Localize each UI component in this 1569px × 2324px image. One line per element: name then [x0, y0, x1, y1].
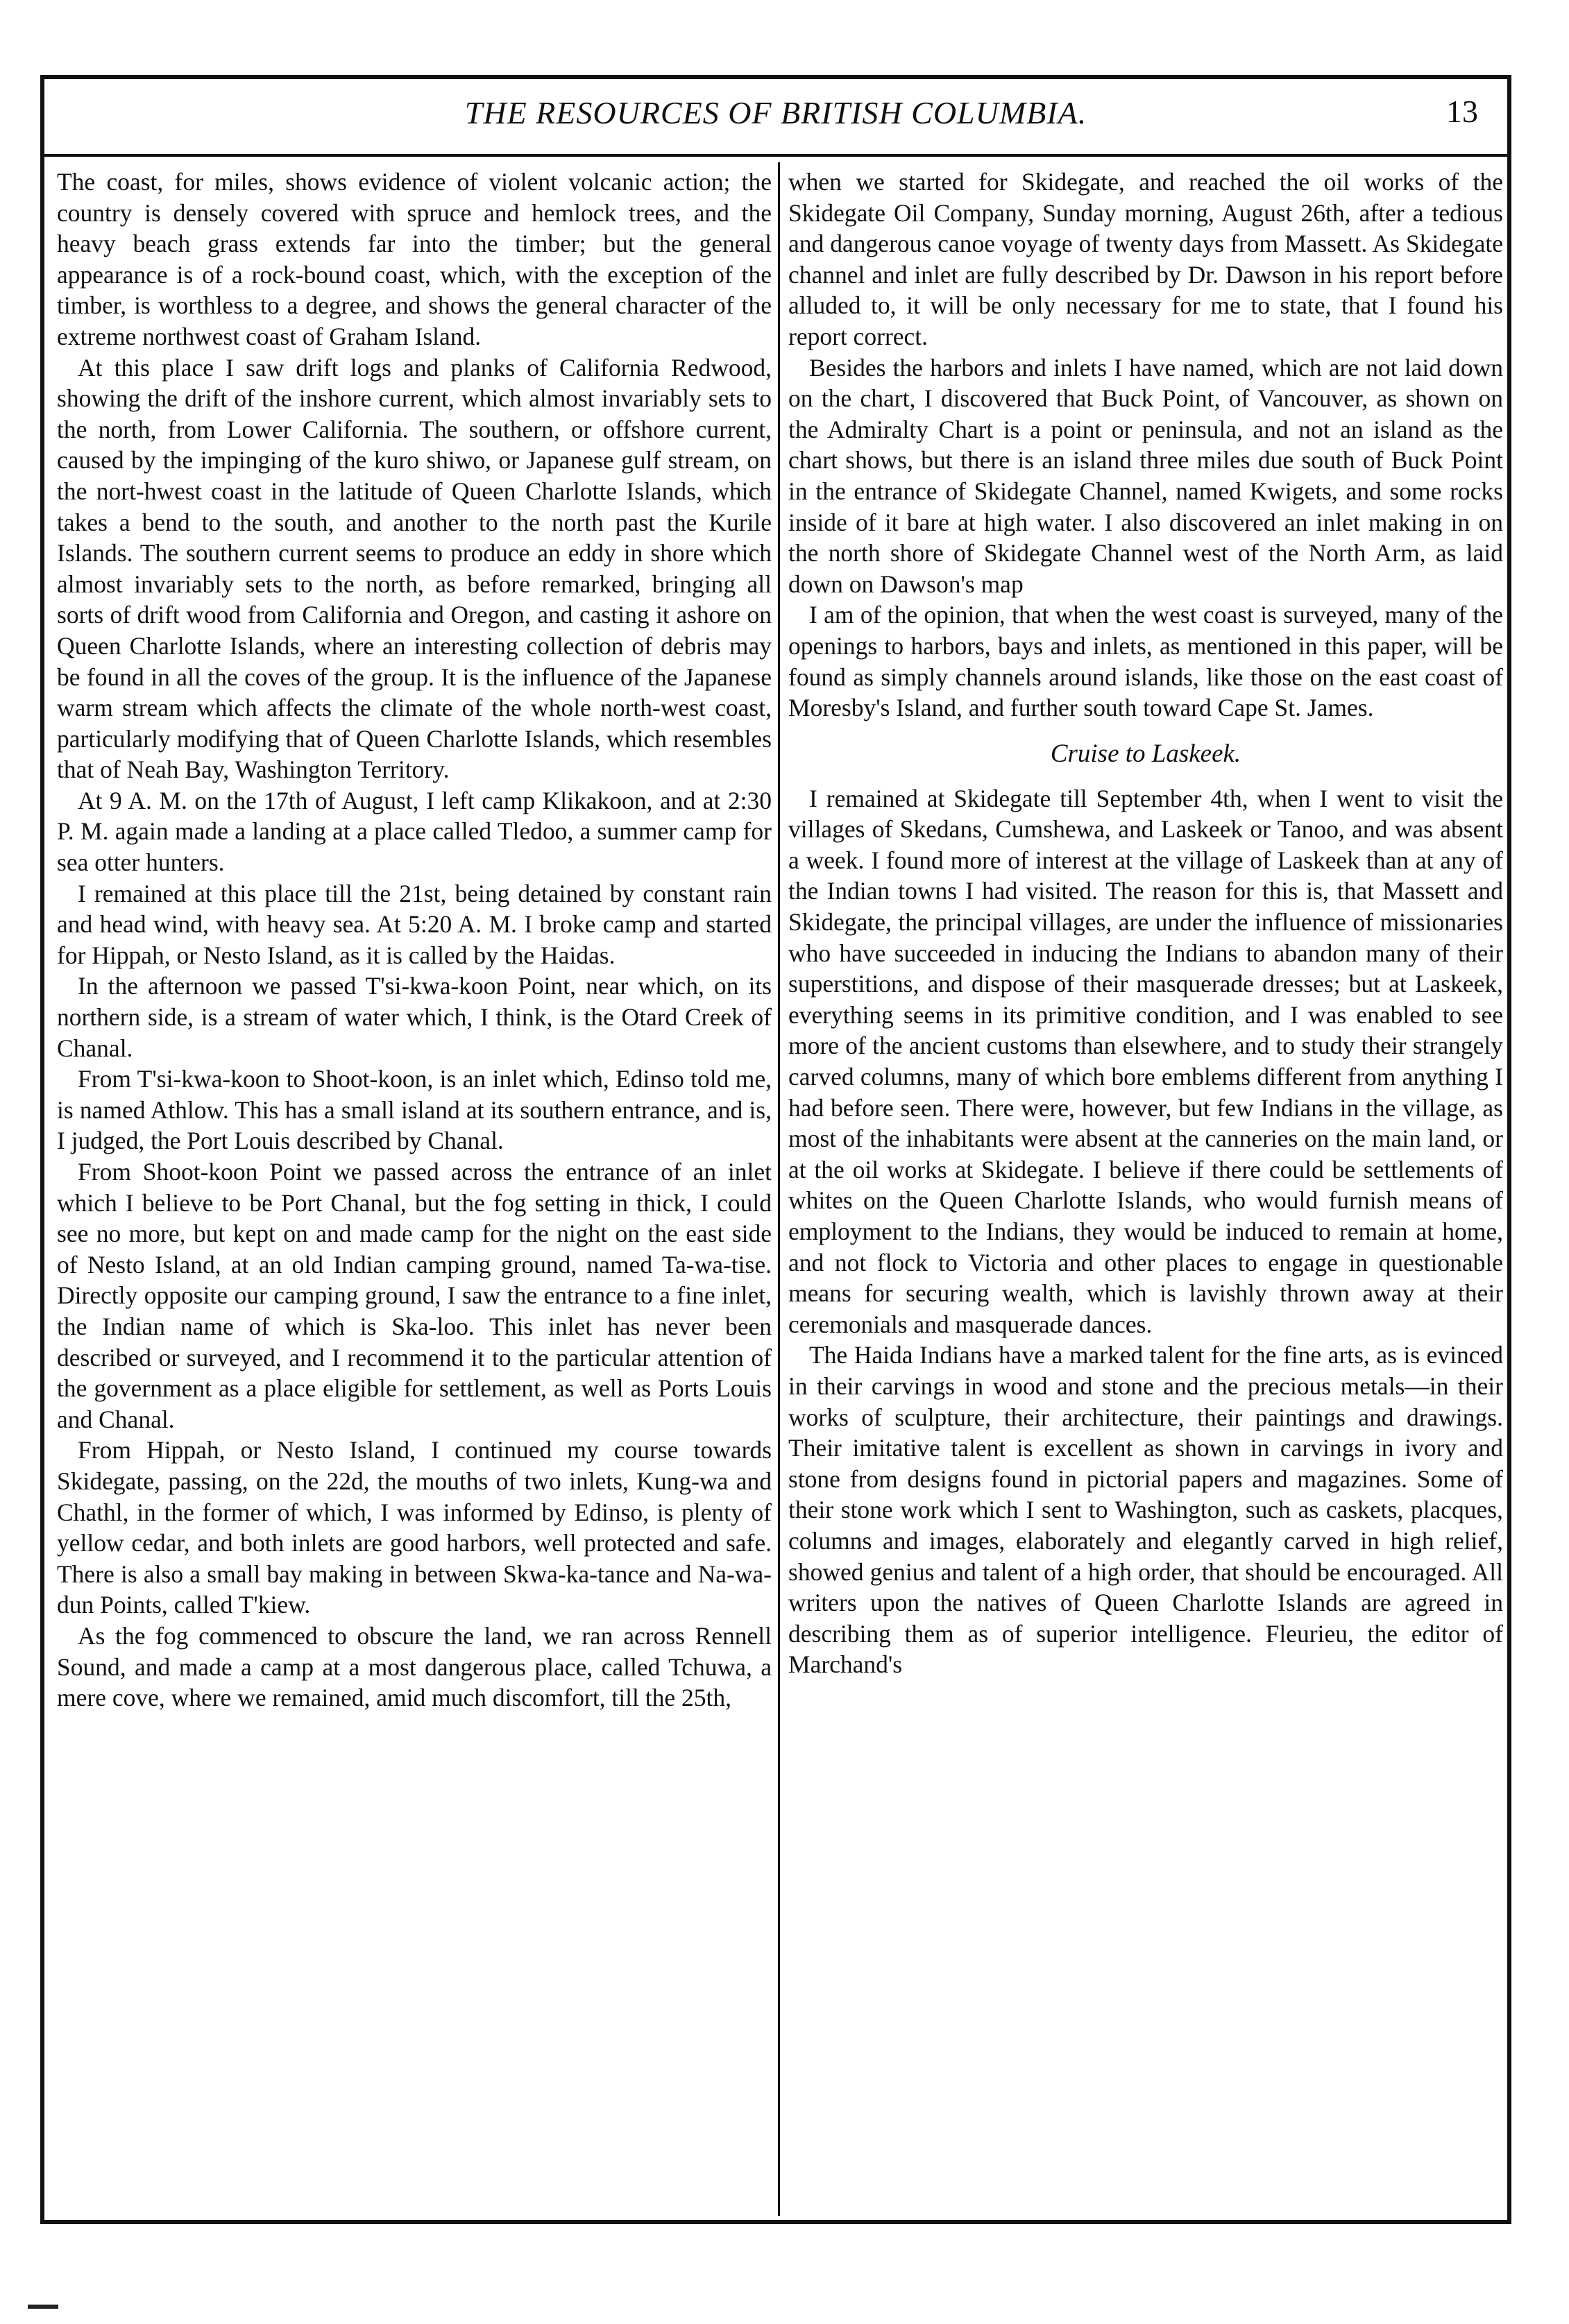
paragraph: The coast, for miles, shows evidence of violent volcanic action; the country is densely covered with spruce and hemlock trees, and the heavy beach grass extends far into the timber; but the general appearance is of a rock-bound coast, which, with the exception of the timber, is worthless to a degree, and shows the general character of the extreme northwest coast of Graham Island.	[57, 168, 772, 350]
paragraph: From Hippah, or Nesto Island, I continued my course towards Skidegate, passing, on the 22d, the mouths of two inlets, Kung-wa and Chathl, in the former of which, I was informed by Edinso, is plenty of yellow cedar, and both inlets are good harbors, well protected and safe. There is also a small bay making in between Skwa-ka-tance and Na-wa-dun Points, called T'kiew.	[57, 1436, 772, 1619]
text-columns	[44, 157, 1507, 2220]
paragraph: I remained at this place till the 21st, being detained by constant rain and head wind, with heavy sea. At 5:20 A. M. I broke camp and started for Hippah, or Nesto Island, as it is called by the Haidas.	[57, 879, 772, 969]
paragraph: From T'si-kwa-koon to Shoot-koon, is an inlet which, Edinso told me, is named Athlow. This has a small island at its southern entrance, and is, I judged, the Port Louis described by Chanal.	[57, 1065, 772, 1155]
paragraph: From Shoot-koon Point we passed across the entrance of an inlet which I believe to be Port Chanal, but the fog setting in thick, I could see no more, but kept on and made camp for the night on the east side of Nesto Island, at an old Indian camping ground, named Ta-wa-tise. Directly opposite our camping ground, I saw the entrance to a fine inlet, the Indian name of which is Ska-loo. This inlet has never been described or surveyed, and I recommend it to the particular attention of the government as a place eligible for settlement, as well as Ports Louis and Chanal.	[57, 1158, 772, 1433]
paragraph: As the fog commenced to obscure the land, we ran across Rennell Sound, and made a camp at a most dangerous place, called Tchuwa, a mere cove, where we remained, amid much discomfort, till the 25th,	[57, 1621, 772, 1712]
paragraph: At 9 A. M. on the 17th of August, I left camp Klikakoon, and at 2:30 P. M. again made a landing at a place called Tledoo, a summer camp for sea otter hunters.	[57, 786, 772, 877]
running-title: THE RESOURCES OF BRITISH COLUMBIA.	[464, 95, 1087, 130]
paragraph: Besides the harbors and inlets I have named, which are not laid down on the chart, I discovered that Buck Point, of Vancouver, as shown on the Admiralty Chart is a point or peninsula, and not an island as the chart shows, but there is an island three miles due south of Buck Point in the entrance of Skidegate Channel, named Kwigets, and some rocks inside of it bare at high water. I also discovered an inlet making in on the north shore of Skidegate Channel west of the North Arm, as laid down on Dawson's map	[788, 353, 1503, 598]
page-number: 13	[1446, 94, 1478, 129]
left-column	[57, 166, 772, 2213]
paragraph: At this place I saw drift logs and planks of California Redwood, showing the drift of the inshore current, which almost invariably sets to the north, from Lower California. The southern, or offshore current, caused by the impinging of the kuro shiwo, or Japanese gulf stream, on the nort-hwest coast in the latitude of Queen Charlotte Islands, which takes a bend to the south, and another to the north past the Kurile Islands. The southern current seems to produce an eddy in shore which almost invariably sets to the north, as before remarked, bringing all sorts of drift wood from California and Oregon, and casting it ashore on Queen Charlotte Islands, where an interesting collection of debris may be found in all the coves of the group. It is the influence of the Japanese warm stream which affects the climate of the whole north-west coast, particularly modifying that of Queen Charlotte Islands, which resembles that of Neah Bay, Washington Territory.	[57, 353, 772, 784]
page-frame	[40, 75, 1511, 2224]
running-header	[44, 79, 1507, 157]
paragraph: when we started for Skidegate, and reached the oil works of the Skidegate Oil Company, Sunday morning, August 26th, after a tedious and dangerous canoe voyage of twenty days from Massett. As Skidegate channel and inlet are fully described by Dr. Dawson in his report before alluded to, it will be only necessary for me to state, that I found his report correct.	[788, 168, 1503, 350]
paragraph: I am of the opinion, that when the west coast is surveyed, many of the openings to harbors, bays and inlets, as mentioned in this paper, will be found as simply channels around islands, like those on the east coast of Moresby's Island, and further south toward Cape St. James.	[788, 601, 1503, 722]
paragraph: In the afternoon we passed T'si-kwa-koon Point, near which, on its northern side, is a stream of water which, I think, is the Otard Creek of Chanal.	[57, 972, 772, 1062]
section-heading: Cruise to Laskeek.	[1050, 739, 1241, 768]
bottom-margin-mark	[28, 2305, 58, 2309]
column-divider	[778, 162, 780, 2216]
paragraph: The Haida Indians have a marked talent for the fine arts, as is evinced in their carvings in wood and stone and the precious metals—in their works of sculpture, their architecture, their paintings and drawings. Their imitative talent is excellent as shown in carvings in ivory and stone from designs found in pictorial papers and magazines. Some of their stone work which I sent to Washington, such as caskets, placques, columns and images, elaborately and elegantly carved in high relief, showed genius and talent of a high order, that should be encouraged. All writers upon the natives of Queen Charlotte Islands are agreed in describing them as of superior intelligence. Fleurieu, the editor of Marchand's	[788, 1341, 1503, 1679]
right-column	[788, 166, 1503, 2213]
paragraph: I remained at Skidegate till September 4th, when I went to visit the villages of Skedans, Cumshewa, and Laskeek or Tanoo, and was absent a week. I found more of interest at the village of Laskeek than at any of the Indian towns I had visited. The reason for this is, that Massett and Skidegate, the principal villages, are under the influence of missionaries who have succeeded in inducing the Indians to abandon many of their superstitions, and dispose of their masquerade dresses; but at Laskeek, everything seems in its primitive condition, and I was enabled to see more of the ancient customs than elsewhere, and to study their strangely carved columns, many of which bore emblems different from anything I had before seen. There were, however, but few Indians in the village, as most of the inhabitants were absent at the canneries on the main land, or at the oil works at Skidegate. I believe if there could be settlements of whites on the Queen Charlotte Islands, who would furnish means of employment to the Indians, they would be induced to remain at home, and not flock to Victoria and other places to engage in questionable means for securing wealth, which is lavishly thrown away at their ceremonials and masquerade dances.	[788, 784, 1503, 1338]
